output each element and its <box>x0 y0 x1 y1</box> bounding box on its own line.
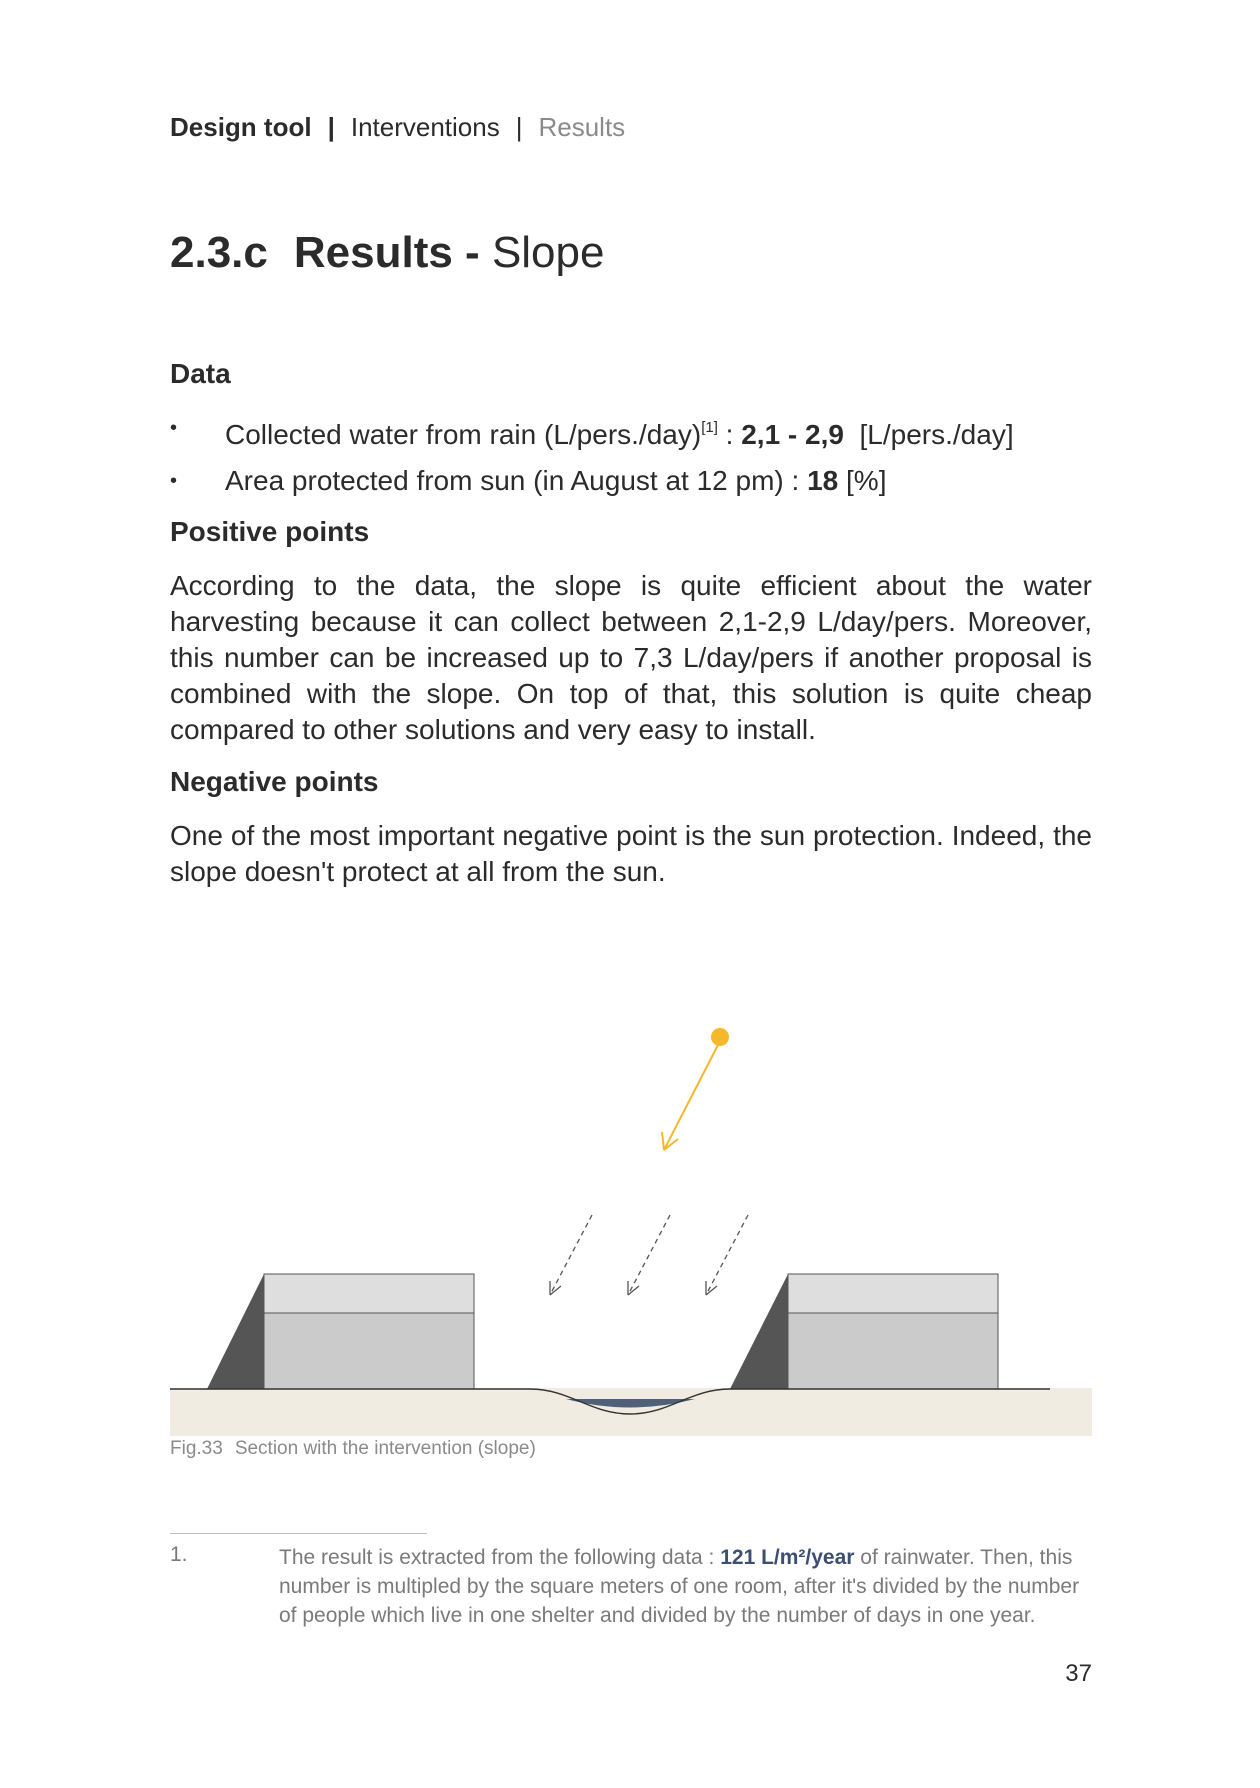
building-left-body <box>264 1313 474 1389</box>
building-right-roof <box>788 1274 998 1313</box>
figure-number: Fig.33 <box>170 1438 223 1459</box>
breadcrumb-separator: | <box>515 112 523 142</box>
positive-heading: Positive points <box>170 516 370 547</box>
page-title <box>170 228 604 278</box>
title-sub: Slope <box>491 228 605 277</box>
bullet-dot: • <box>170 417 178 439</box>
negative-heading: Negative points <box>170 766 379 797</box>
ground <box>170 1388 1092 1436</box>
sun-ray <box>664 1043 719 1150</box>
bullet-label: Collected water from rain (L/pers./day) <box>225 419 702 450</box>
slope-right <box>730 1274 788 1389</box>
slope-left <box>207 1274 264 1389</box>
rain-arrowhead <box>628 1281 639 1295</box>
building-right-body <box>788 1313 998 1389</box>
figure-caption-text: Section with the intervention (slope) <box>234 1438 536 1459</box>
title-main: Results - <box>293 228 480 277</box>
breadcrumb-separator: | <box>327 112 335 142</box>
bullet-dot: • <box>170 470 178 492</box>
rain-arrowhead <box>706 1281 717 1295</box>
breadcrumb <box>170 112 625 143</box>
footnote-text-before: The result is extracted from the following data : <box>279 1546 721 1569</box>
bullet-value: 18 <box>807 465 839 496</box>
breadcrumb-results[interactable]: Results <box>538 112 626 142</box>
footnote-divider <box>170 1533 427 1534</box>
negative-paragraph: One of the most important negative point is the sun protection. Indeed, the slope doesn't protect at all from the sun. <box>170 820 1092 887</box>
rain-arrow <box>706 1215 748 1295</box>
footnote-text <box>279 1543 1099 1630</box>
sun-icon <box>711 1028 729 1046</box>
breadcrumb-design-tool[interactable]: Design tool <box>170 112 312 142</box>
rain-arrowhead <box>550 1281 561 1295</box>
section-diagram <box>170 1010 1092 1440</box>
building-left-roof <box>264 1274 474 1313</box>
bullet-unit: [%] <box>846 465 887 496</box>
data-heading: Data <box>170 358 231 389</box>
bullet-label: Area protected from sun (in August at 12 pm) : <box>225 465 808 496</box>
rain-arrow <box>628 1215 670 1295</box>
footnote-number: 1. <box>170 1543 188 1566</box>
bullet-unit: [L/pers./day] <box>859 419 1014 450</box>
bullet-separator: : <box>717 419 742 450</box>
sun-ray-arrowhead <box>662 1132 678 1150</box>
footnote-highlight: 121 L/m²/year <box>720 1546 855 1569</box>
breadcrumb-interventions[interactable]: Interventions <box>350 112 500 142</box>
bullet-value: 2,1 - 2,9 <box>741 419 844 450</box>
page-number: 37 <box>1065 1660 1092 1687</box>
figure-caption <box>170 1438 536 1460</box>
section-number: 2.3.c <box>170 228 268 277</box>
footnote-ref[interactable]: [1] <box>701 419 718 436</box>
footnote-text-after: of rainwater. Then, this number is multipled by the square meters of one room, after it's divided by the number of people which live in one shelter and divided by the number of days in one year. <box>279 1546 1080 1627</box>
positive-paragraph: According to the data, the slope is quite efficient about the water harvesting because it can collect between 2,1-2,9 L/day/pers. Moreover, this number can be increased up to 7,3 L/day/pers if another proposal is combined with the slope. On top of that, this solution is quite cheap compared to other solutions and very easy to install. <box>170 570 1092 745</box>
rain-arrow <box>550 1215 592 1295</box>
